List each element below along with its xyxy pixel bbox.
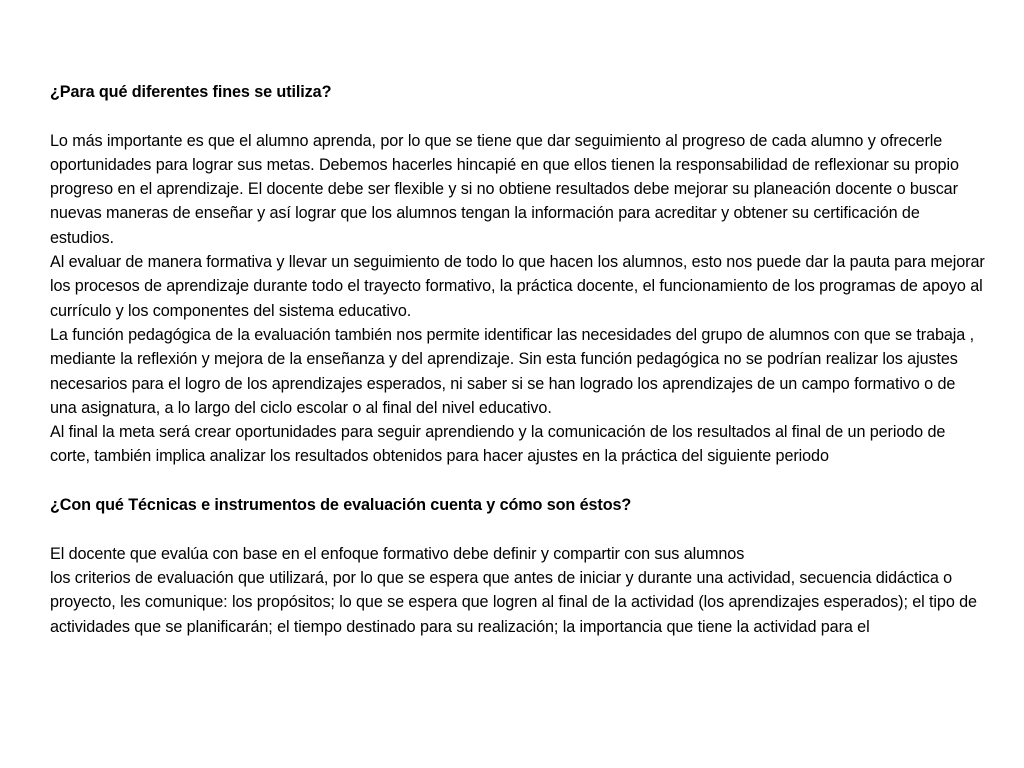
paragraph: Al final la meta será crear oportunidades para seguir aprendiendo y la comunicación de los resultados al final de un periodo de corte, también implica analizar los resultados obtenidos para hacer ajustes en la práctica del siguiente periodo [50, 423, 946, 466]
paragraph: los criterios de evaluación que utilizará, por lo que se espera que antes de iniciar y durante una actividad, secuencia didáctica o proyecto, les comunique: los propósitos; lo que se espera que logren al final de la actividad (los aprendizajes esperados); el tipo de actividades que se planificarán; el tiempo destinado para su realización; la importancia que tiene la actividad para el [50, 568, 977, 636]
spacer [50, 104, 985, 128]
section-heading-techniques: ¿Con qué Técnicas e instrumentos de evaluación cuenta y cómo son éstos? [50, 496, 632, 515]
paragraph: El docente que evalúa con base en el enfoque formativo debe definir y compartir con sus alumnos [50, 544, 745, 563]
paragraph: Al evaluar de manera formativa y llevar un seguimiento de todo lo que hacen los alumnos, esto nos puede dar la pauta para mejorar los procesos de aprendizaje durante todo el trayecto formativo, la práctica docente, el funcionamiento de los programas de apoyo al currículo y los componentes del sistema educativo. [50, 253, 985, 320]
paragraph: Lo más importante es que el alumno aprenda, por lo que se tiene que dar seguimiento al progreso de cada alumno y ofrecerle oportunidades para lograr sus metas. Debemos hacerles hincapié en que ellos tienen la responsabilidad de reflexionar su propio progreso en el aprendizaje. El docente debe ser flexible y si no obtiene resultados debe mejorar su planeación docente o buscar nuevas maneras de enseñar y así lograr que los alumnos tengan la información para acreditar y obtener su certificación de estudios. [50, 131, 959, 247]
spacer [50, 469, 985, 493]
spacer [50, 517, 985, 541]
slide-text-body [50, 80, 985, 639]
section-heading-purposes: ¿Para qué diferentes fines se utiliza? [50, 83, 332, 101]
paragraph: La función pedagógica de la evaluación también nos permite identificar las necesidades del grupo de alumnos con que se trabaja , mediante la reflexión y mejora de la enseñanza y del aprendizaje. Sin esta función pedagógica no se podrían realizar los ajustes necesarios para el logro de los aprendizajes esperados, ni saber si se han logrado los aprendizajes de un campo formativo o de una asignatura, a lo largo del ciclo escolar o al final del nivel educativo. [50, 325, 974, 417]
